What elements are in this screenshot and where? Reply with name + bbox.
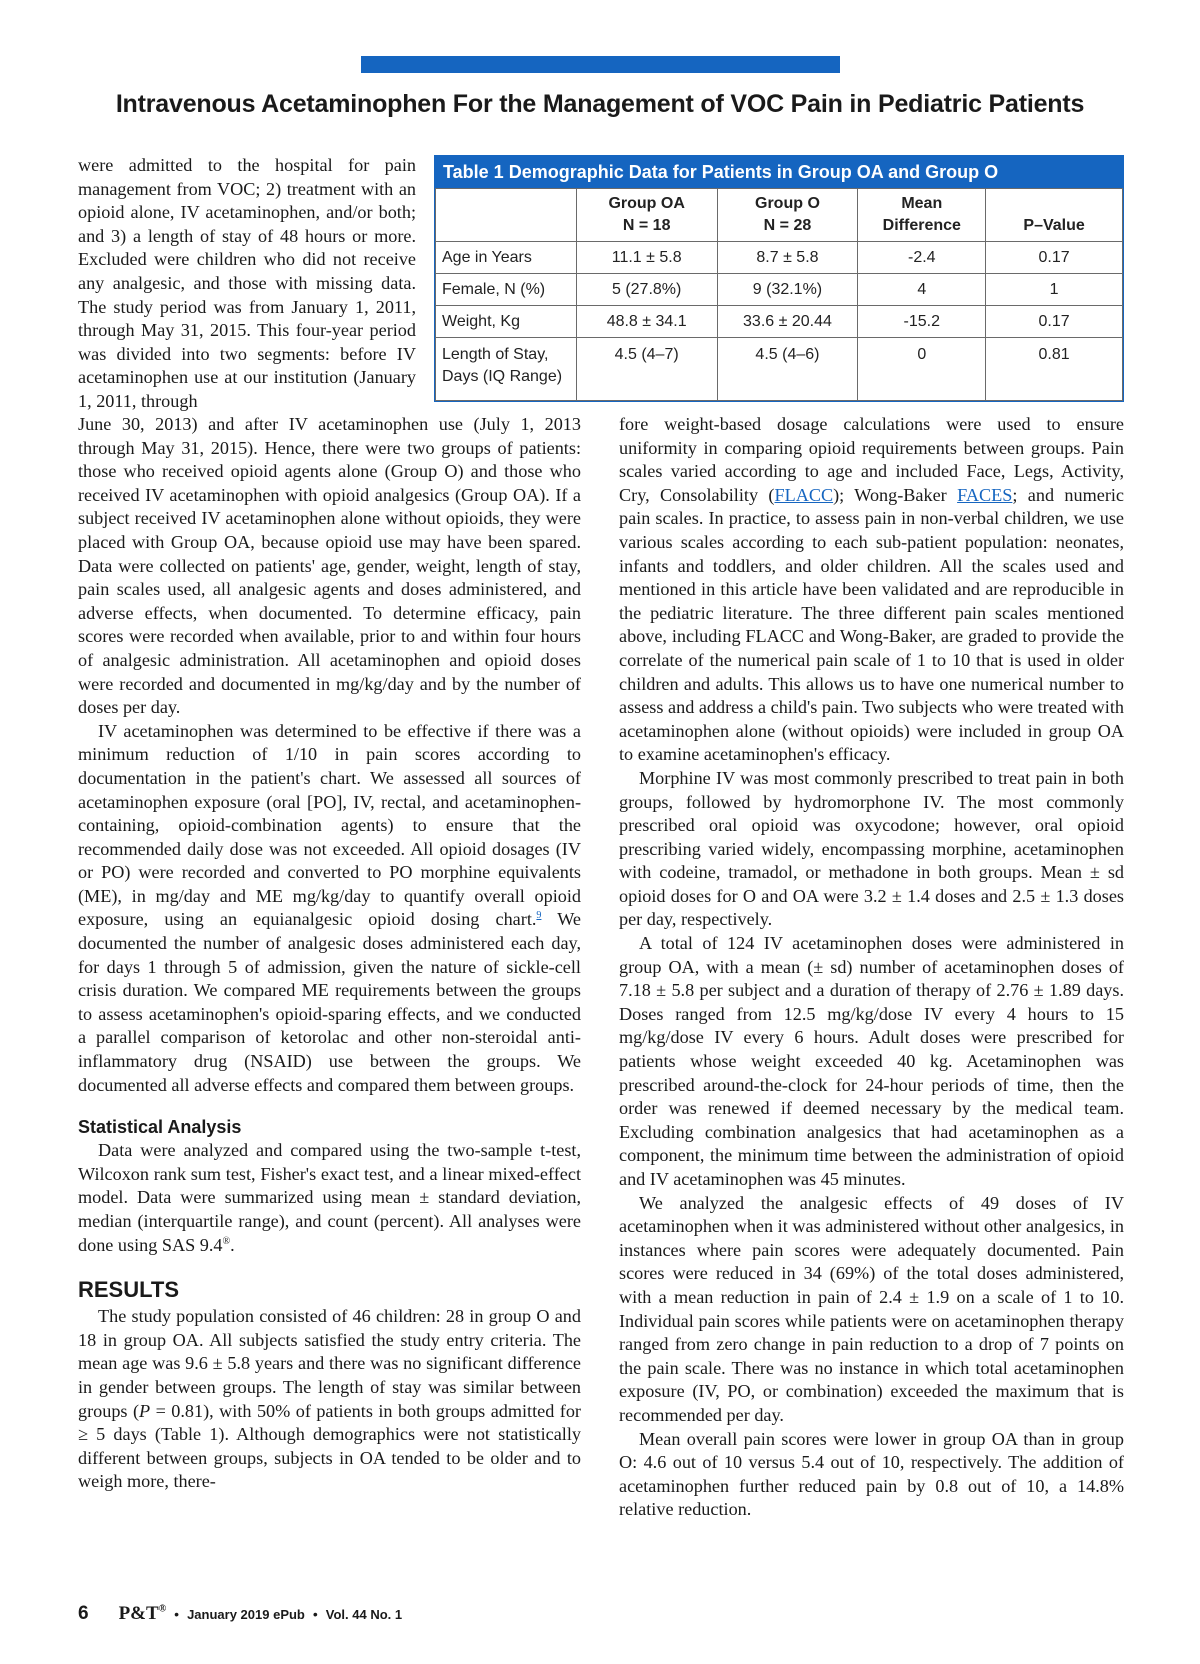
cell-p-value: 0.81 — [986, 338, 1123, 401]
table-header-row — [436, 189, 1123, 242]
cell-o: 9 (32.1%) — [717, 274, 858, 306]
left-column-top — [78, 154, 416, 414]
paragraph: IV acetaminophen was determined to be effective if there was a minimum reduction of 1/10 in pain scores according to documentation in the patient's chart. We assessed all sources of acetaminophen exposure (oral [PO], IV, rectal, and acetaminophen-containing, opioid-combination agents) to ensure that the recommended daily dose was not exceeded. All opioid dosages (IV or PO) were recorded and converted to PO morphine equivalents (ME), in mg/day and ME mg/kg/day to quantify overall opioid exposure, using an equianalgesic opioid dosing chart.$^9$ We documented the number of analgesic doses administered each day, for days 1 through 5 of admission, given the nature of sickle-cell crisis duration. We compared ME requirements between the groups to assess acetaminophen's opioid-sparing effects, and we conducted a parallel comparison of ketorolac and other non-steroidal anti-inflammatory drug (NSAID) use between the groups. We documented all adverse effects and compared them between groups. — [78, 720, 582, 1095]
paragraph: fore weight-based dosage calculations were used to ensure uniformity in comparing opioid requirements between groups. Pain scales varied according to age and included Face, Legs, Activity, Cry, Consolability (FLACC); Wong-Baker FACES; and numeric pain scales. In practice, to assess pain in non-verbal children, we use various scales according to each sub-patient population: neonates, infants and toddlers, and older children. All the scales used and mentioned in this article have been validated and are reproducible in the pediatric literature. The three different pain scales mentioned above, including FLACC and Wong-Baker, are graded to provide the correlate of the numerical pain scale of 1 to 10 that is used in older children and adults. This allows us to have one numerical number to assess and address a child's pain. Two subjects who were treated with acetaminophen alone (without opioids) were included in group OA to examine acetaminophen's efficacy. — [619, 414, 1125, 765]
header-mean-difference: Mean Difference — [858, 189, 986, 242]
flacc-link[interactable]: FLACC — [774, 484, 834, 505]
header-p-value: P–Value — [986, 189, 1123, 242]
cell-p-value: 0.17 — [986, 242, 1123, 274]
header-accent-bar — [361, 56, 840, 73]
cell-oa: 5 (27.8%) — [576, 274, 717, 306]
paragraph: June 30, 2013) and after IV acetaminophen use (July 1, 2013 through May 31, 2015). Hence, there were two groups of patients: those who received opioid agents alone (Group O) and those who received IV acetaminophen with opioid analgesics (Group OA). If a subject received IV acetaminophen alone without opioids, they were placed with Group OA, because opioid use may have been spared. Data were collected on patients' age, gender, weight, length of stay, pain scales used, all analgesic agents and doses administered, and adverse effects, when documented. To determine efficacy, pain scores were recorded when available, prior to and within four hours of analgesic administration. All acetaminophen and opioid doses were recorded and documented in mg/kg/day and by the number of doses per day. — [78, 414, 581, 718]
cell-oa: 4.5 (4–7) — [576, 338, 717, 401]
cell-mean-diff: -15.2 — [858, 306, 986, 338]
cell-mean-diff: 0 — [858, 338, 986, 401]
volume: Vol. 44 No. 1 — [325, 1607, 403, 1622]
table-row — [436, 338, 1123, 401]
table-caption: Table 1 Demographic Data for Patients in Group OA and Group O — [435, 156, 1123, 188]
row-label: Female, N (%) — [436, 274, 577, 306]
demographic-table — [435, 188, 1123, 401]
row-label: Length of Stay, Days (IQ Range) — [436, 338, 577, 401]
bullet: • — [174, 1606, 180, 1622]
cell-oa: 11.1 ± 5.8 — [576, 242, 717, 274]
journal-logo: P&T® — [118, 1603, 167, 1624]
paragraph: A total of 124 IV acetaminophen doses were administered in group OA, with a mean (± sd) number of acetaminophen doses of 7.18 ± 5.8 per subject and a duration of therapy of 2.76 ± 1.89 days. Doses ranged from 12.5 mg/kg/dose IV every 4 hours to 15 mg/kg/dose IV every 6 hours. Adult doses were prescribed for patients whose weight exceeded 40 kg. Acetaminophen was prescribed around-the-clock for 24-hour periods of time, then the order was renewed if deemed necessary by the medical team. Excluding combination analgesics that had acetaminophen as a component, the minimum time between the administration of opioid and IV acetaminophen was 45 minutes. — [619, 933, 1124, 1189]
table-row — [436, 306, 1123, 338]
right-column — [619, 413, 1124, 1522]
row-label: Weight, Kg — [436, 306, 577, 338]
header-group-oa: Group OA N = 18 — [576, 189, 717, 242]
faces-link[interactable]: FACES — [957, 484, 1013, 505]
bullet: • — [312, 1606, 318, 1622]
left-column — [78, 413, 581, 1494]
table-row — [436, 274, 1123, 306]
cell-p-value: 1 — [986, 274, 1123, 306]
cell-o: 33.6 ± 20.44 — [717, 306, 858, 338]
cell-mean-diff: 4 — [858, 274, 986, 306]
cell-oa: 48.8 ± 34.1 — [576, 306, 717, 338]
reference-link[interactable]: 9 — [536, 910, 542, 922]
running-title: Intravenous Acetaminophen For the Management of VOC Pain in Pediatric Patients — [115, 90, 1085, 118]
paragraph: Mean overall pain scores were lower in group OA than in group O: 4.6 out of 10 versus 5.4 out of 10, respectively. The addition of acetaminophen further reduced pain by 0.8 out of 10, a 14.8% relative reduction. — [619, 1428, 1124, 1520]
issue-date: January 2019 ePub — [187, 1607, 305, 1622]
page-footer — [78, 1603, 402, 1625]
section-heading-results: RESULTS — [78, 1277, 180, 1303]
cell-o: 4.5 (4–6) — [717, 338, 858, 401]
paragraph: Data were analyzed and compared using the two-sample t-test, Wilcoxon rank sum test, Fisher's exact test, and a linear mixed-effect model. Data were summarized using mean ± standard deviation, median (interquartile range), and count (percent). All analyses were done using SAS 9.4®. — [78, 1140, 581, 1255]
paragraph: We analyzed the analgesic effects of 49 doses of IV acetaminophen when it was administered without other analgesics, in instances where pain scores were adequately documented. Pain scores were reduced in 34 (69%) of the total doses administered, with a mean reduction in pain of 2.4 ± 1.9 on a scale of 1 to 10. Individual pain scores while patients were on acetaminophen therapy ranged from zero change in pain reduction to a drop of 7 points on the pain scale. There was no instance in which total acetaminophen exposure (IV, PO, or combination) exceeded the maximum that is recommended per day. — [619, 1192, 1124, 1425]
table-row — [436, 242, 1123, 274]
cell-p-value: 0.17 — [986, 306, 1123, 338]
paragraph: were admitted to the hospital for pain management from VOC; 2) treatment with an opioid alone, IV acetaminophen, and/or both; and 3) a length of stay of 48 hours or more. Excluded were children who did not receive any analgesic, and those with missing data. The study period was from January 1, 2011, through May 31, 2015. This four-year period was divided into two segments: before IV acetaminophen use at our institution (January 1, 2011, through — [78, 155, 416, 411]
header-group-o: Group O N = 28 — [717, 189, 858, 242]
cell-mean-diff: -2.4 — [858, 242, 986, 274]
section-heading-statistical-analysis: Statistical Analysis — [78, 1117, 242, 1138]
header-empty — [436, 189, 577, 242]
row-label: Age in Years — [436, 242, 577, 274]
paragraph: Morphine IV was most commonly prescribed to treat pain in both groups, followed by hydromorphone IV. The most commonly prescribed oral opioid was oxycodone; however, oral opioid prescribing varied widely, encompassing morphine, acetaminophen with codeine, tramadol, or methadone in both groups. Mean ± sd opioid doses for O and OA were 3.2 ± 1.4 doses and 2.5 ± 1.3 doses per day, respectively. — [619, 767, 1124, 930]
page-number: 6 — [78, 1603, 89, 1624]
cell-o: 8.7 ± 5.8 — [717, 242, 858, 274]
paragraph: The study population consisted of 46 children: 28 in group O and 18 in group OA. All subjects satisfied the study entry criteria. The mean age was 9.6 ± 5.8 years and there was no significant difference in gender between groups. The length of stay was similar between groups (P = 0.81), with 50% of patients in both groups admitted for ≥ 5 days (Table 1). Although demographics were not statistically different between groups, subjects in OA tended to be older and to weigh more, there- — [78, 1306, 581, 1492]
table-1 — [434, 155, 1124, 402]
